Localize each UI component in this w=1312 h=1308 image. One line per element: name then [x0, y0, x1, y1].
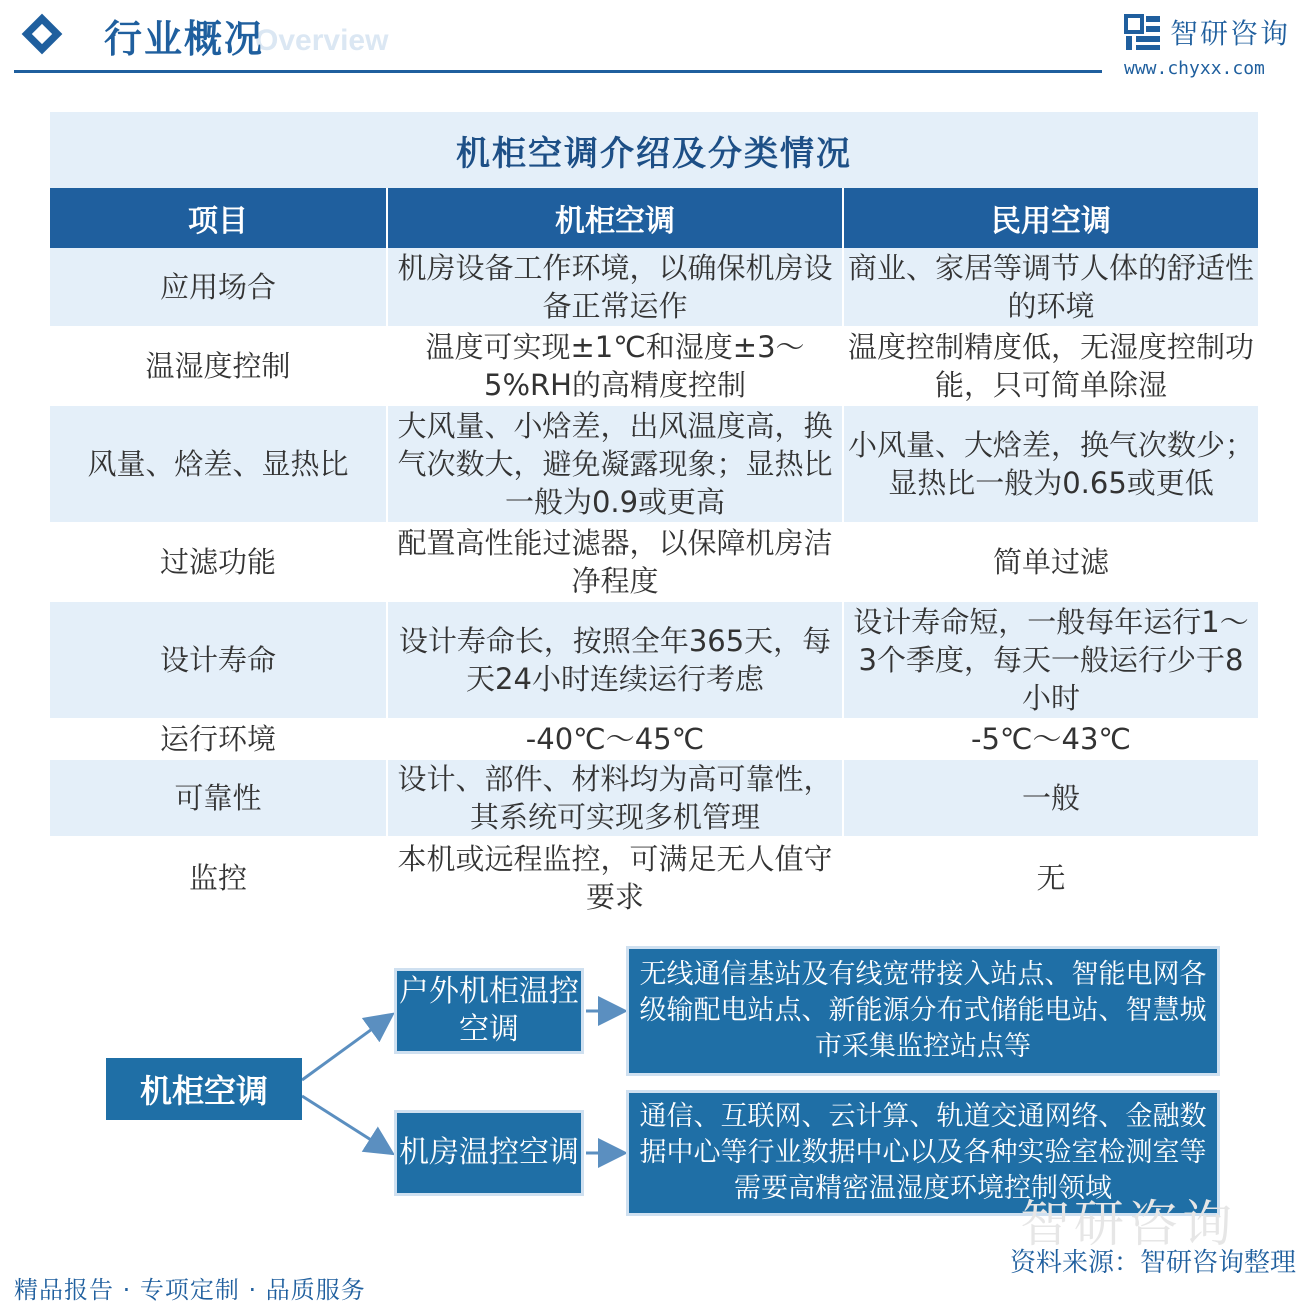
row-cabinet: 本机或远程监控，可满足无人值守要求: [388, 836, 844, 920]
table-row: [50, 760, 1258, 836]
page-title: 行业概况: [104, 17, 265, 61]
brand-name: 智研咨询: [1170, 17, 1291, 50]
branch-machine-room-detail: 通信、互联网、云计算、轨道交通网络、金融数据中心等行业数据中心以及各种实验室检测室等需要高精密温湿度环境控制领域: [626, 1090, 1220, 1216]
column-header-civil: 民用空调: [844, 188, 1258, 248]
table-row: [50, 836, 1258, 920]
brand-url: www.chyxx.com: [1124, 58, 1265, 79]
row-item: 可靠性: [50, 760, 388, 836]
row-cabinet: 配置高性能过滤器，以保障机房洁净程度: [388, 522, 844, 602]
header-diamond-icon: [22, 14, 63, 55]
header-subtitle: Overview: [255, 24, 389, 57]
source-note: 资料来源：智研咨询整理: [1010, 1248, 1297, 1278]
header-divider: [14, 70, 1102, 73]
row-item: 监控: [50, 836, 388, 920]
row-civil: 温度控制精度低，无湿度控制功能，只可简单除湿: [844, 326, 1258, 406]
row-civil: 设计寿命短，一般每年运行1～3个季度，每天一般运行少于8小时: [844, 602, 1258, 718]
table-header-row: [50, 188, 1258, 248]
row-civil: 简单过滤: [844, 522, 1258, 602]
table-row: [50, 326, 1258, 406]
row-civil: -5℃～43℃: [844, 718, 1258, 760]
branch-outdoor-cabinet: 户外机柜温控空调: [394, 968, 584, 1054]
row-item: 过滤功能: [50, 522, 388, 602]
row-item: 风量、焓差、显热比: [50, 406, 388, 522]
row-cabinet: 大风量、小焓差，出风温度高，换气次数大，避免凝露现象；显热比一般为0.9或更高: [388, 406, 844, 522]
table-title: 机柜空调介绍及分类情况: [50, 112, 1258, 188]
comparison-table: [50, 112, 1258, 920]
row-civil: 商业、家居等调节人体的舒适性的环境: [844, 248, 1258, 326]
table-row: [50, 248, 1258, 326]
row-item: 运行环境: [50, 718, 388, 760]
row-civil: 一般: [844, 760, 1258, 836]
table-row: [50, 718, 1258, 760]
row-cabinet: 机房设备工作环境，以确保机房设备正常运作: [388, 248, 844, 326]
footer-slogan: 精品报告 · 专项定制 · 品质服务: [14, 1276, 366, 1304]
row-civil: 无: [844, 836, 1258, 920]
row-cabinet: -40℃～45℃: [388, 718, 844, 760]
row-cabinet: 温度可实现±1℃和湿度±3～5%RH的高精度控制: [388, 326, 844, 406]
row-cabinet: 设计寿命长，按照全年365天，每天24小时连续运行考虑: [388, 602, 844, 718]
row-item: 应用场合: [50, 248, 388, 326]
column-header-cabinet: 机柜空调: [388, 188, 844, 248]
row-cabinet: 设计、部件、材料均为高可靠性，其系统可实现多机管理: [388, 760, 844, 836]
diagram-root-node: 机柜空调: [106, 1058, 302, 1120]
column-header-item: 项目: [50, 188, 388, 248]
table-row: [50, 406, 1258, 522]
table-row: [50, 602, 1258, 718]
branch-machine-room: 机房温控空调: [394, 1110, 584, 1196]
row-item: 温湿度控制: [50, 326, 388, 406]
row-civil: 小风量、大焓差，换气次数少；显热比一般为0.65或更低: [844, 406, 1258, 522]
watermark: 智研咨询: [1020, 1195, 1236, 1253]
brand-logo-icon: [1124, 14, 1162, 52]
row-item: 设计寿命: [50, 602, 388, 718]
table-row: [50, 522, 1258, 602]
branch-outdoor-detail: 无线通信基站及有线宽带接入站点、智能电网各级输配电站点、新能源分布式储能电站、智慧城市采集监控站点等: [626, 946, 1220, 1076]
